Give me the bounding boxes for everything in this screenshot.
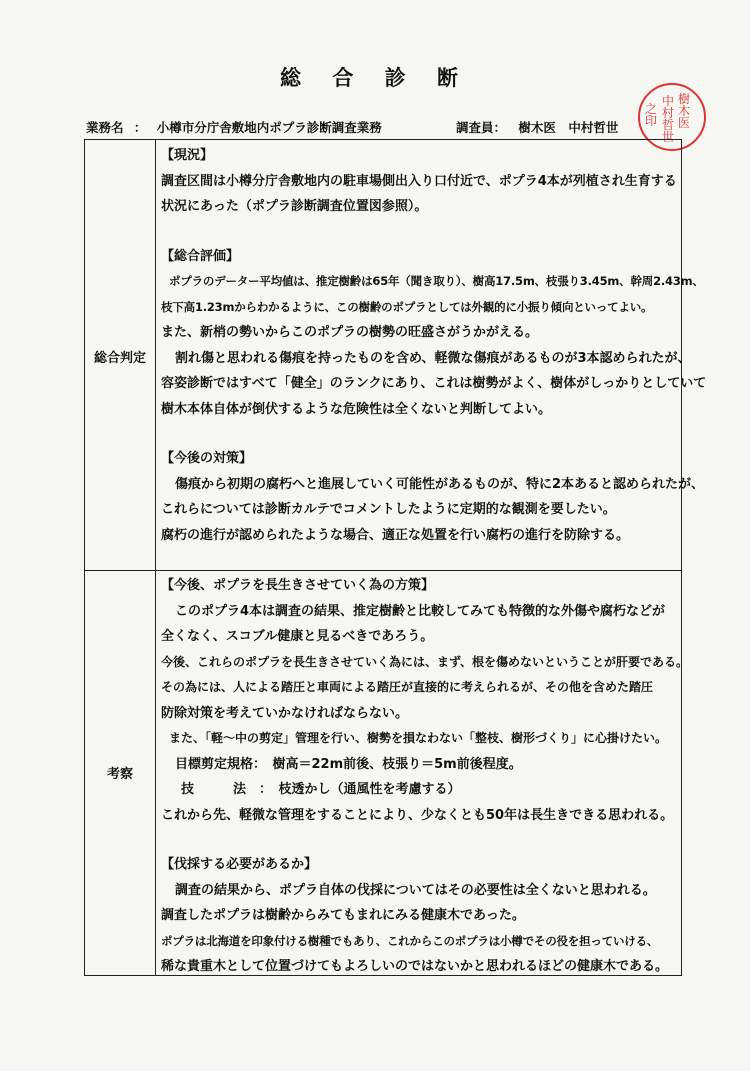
text-line: 腐朽の進行が認められたような場合、適正な処置を行い腐朽の進行を防除する。: [161, 527, 630, 543]
text-line: 防除対策を考えていかなければならない。: [161, 705, 409, 721]
text-line: ポプラは北海道を印象付ける樹種でもあり、これからこのポプラは小樽でその役を担っていける、: [161, 933, 659, 948]
seal-text-3: 之印: [645, 102, 658, 128]
seal-text-2: 中村哲世: [662, 94, 675, 144]
text-line: 稀な貴重木として位置づけてもよろしいのではないかと思われるほどの健康木である。: [161, 959, 669, 974]
text-line: また、新梢の勢いからこのポプラの樹勢の旺盛さがうかがえる。: [161, 325, 539, 340]
text-line: 容姿診断ではすべて「健全」のランクにあり、これは樹勢がよく、樹体がしっかりとしていて: [161, 376, 707, 391]
text-line: 枝下高1.23mからわかるように、この樹齢のポプラとしては外観的に小振り傾向といってよい。: [161, 299, 653, 314]
task-separator: ：: [133, 120, 147, 135]
text-line: 割れ傷と思われる傷痕を持ったものを含め、軽微な傷痕があるものが3本認められたが、: [175, 350, 691, 366]
inspector-value: 樹木医 中村哲世: [518, 120, 619, 135]
text-line: その為には、人による踏圧と車両による踏圧が直接的に考えられるが、その他を含めた踏圧: [161, 680, 654, 694]
overall-judgement-content: [161, 143, 707, 548]
blank-line: [161, 220, 681, 244]
text-line: 調査したポプラは樹齢からみてもまれにみる健康木であった。: [161, 908, 525, 923]
row-label-discussion: 考察: [106, 767, 133, 782]
text-line: 調査区間は小樽分庁舎敷地内の駐車場側出入り口付近で、ポプラ4本が列植され生育する: [161, 173, 677, 189]
text-line: 樹木本体自体が倒伏するような危険性は全くないと判断してよい。: [161, 401, 552, 417]
text-line: 技 法 ： 枝透かし（通風性を考慮する）: [181, 782, 461, 797]
section-heading: 【今後、ポプラを長生きさせていく為の方策】: [161, 578, 435, 593]
section-heading: 【伐採する必要があるか】: [161, 857, 318, 872]
text-line: これらについては診断カルテでコメントしたように定期的な観測を要したい。: [161, 502, 616, 517]
text-line: 傷痕から初期の腐朽へと進展していく可能性があるものが、特に2本あると認められたが、: [175, 476, 705, 492]
text-line: 全くなく、スコブル健康と見るべきであろう。: [161, 629, 434, 644]
text-line: ポプラのデーター平均値は、推定樹齢は65年（聞き取り）、樹高17.5m、枝張り3.45m、幹周2.43m、: [169, 274, 704, 288]
text-line: 調査の結果から、ポプラ自体の伐採についてはその必要性は全くないと思われる。: [175, 882, 656, 898]
text-line: これから先、軽微な管理をすることにより、少なくとも50年は長生きできる思われる。: [161, 807, 674, 823]
page-title: 総 合 診 断: [280, 66, 470, 90]
text-line: このポプラ4本は調査の結果、推定樹齢と比較してみても特徴的な外傷や腐朽などが: [175, 603, 666, 619]
seal-text-1: 樹木医: [678, 92, 691, 130]
inspector-header: [456, 118, 618, 136]
section-heading: 【現況】: [161, 148, 214, 163]
table-horizontal-divider: [85, 570, 681, 571]
inspector-label: 調査員：: [456, 120, 507, 135]
task-name-header: [86, 118, 382, 136]
blank-line: [161, 422, 681, 446]
row-label-overall: 総合判定: [93, 351, 146, 366]
text-line: 今後、これらのポプラを長生きさせていく為には、まず、根を傷めないということが肝要である。: [161, 654, 689, 669]
text-line: 目標剪定規格： 樹高＝22m前後、枝張り＝5m前後程度。: [175, 756, 522, 772]
text-line: また、「軽～中の剪定」管理を行い、樹勢を損なわない「整枝、樹形づくり」に心掛けたい。: [169, 731, 668, 745]
blank-line: [161, 828, 681, 852]
text-line: 状況にあった（ポプラ診断調査位置図参照）。: [161, 199, 428, 214]
task-label: 業務名: [86, 120, 124, 135]
discussion-content: [161, 573, 689, 980]
task-value: 小樽市分庁舎敷地内ポプラ診断調査業務: [156, 120, 382, 135]
section-heading: 【総合評価】: [161, 248, 240, 264]
diagnosis-table: [84, 139, 707, 976]
section-heading: 【今後の対策】: [161, 451, 253, 466]
table-vertical-divider: [155, 140, 156, 975]
